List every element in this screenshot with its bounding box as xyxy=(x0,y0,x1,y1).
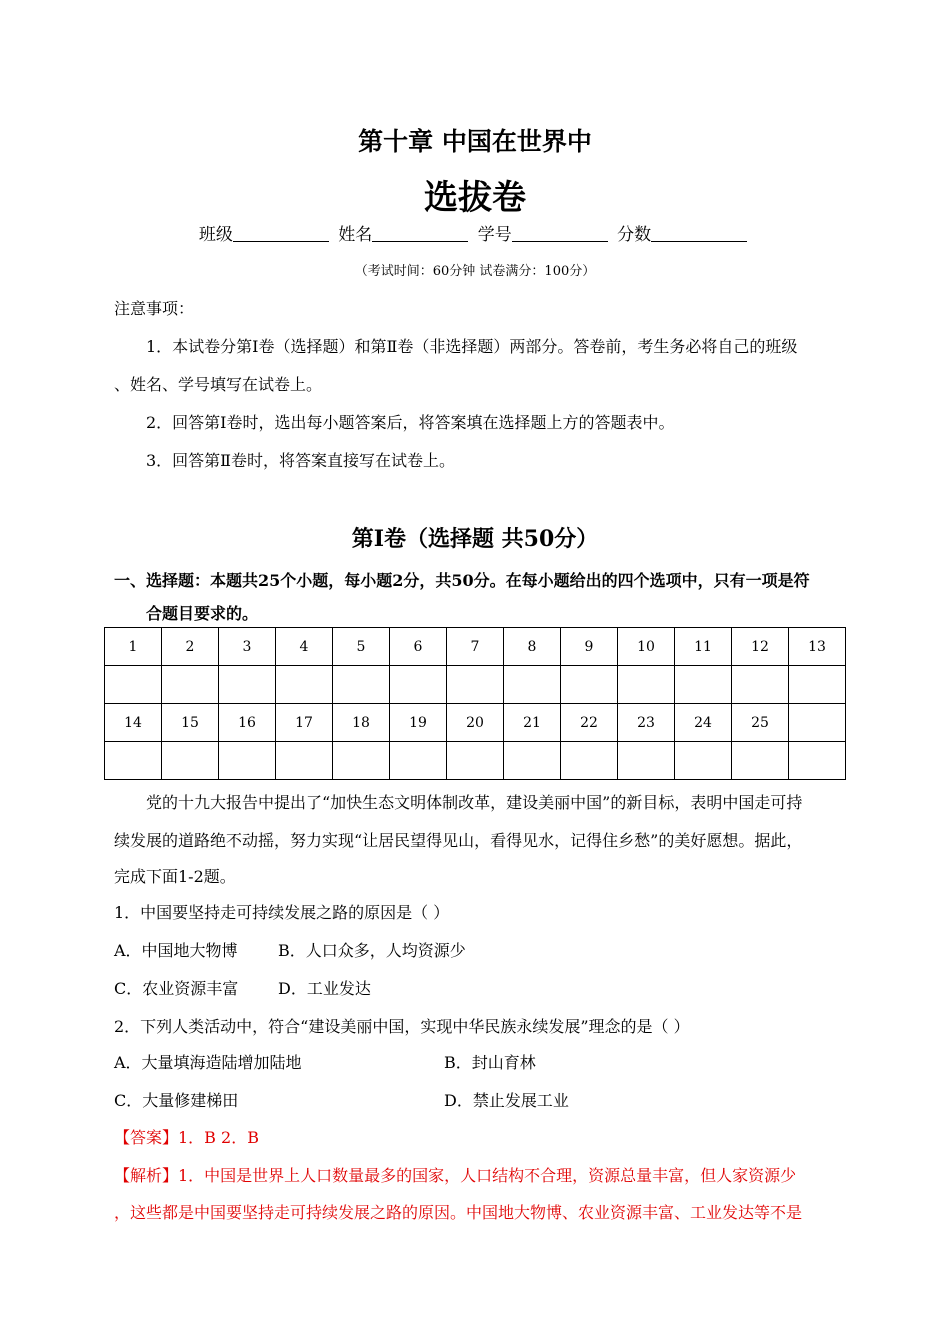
answer-cell[interactable] xyxy=(561,742,618,780)
answer-cell[interactable] xyxy=(732,742,789,780)
answer-cell[interactable] xyxy=(162,666,219,704)
question-number-cell xyxy=(789,704,846,742)
table-row xyxy=(105,666,846,704)
question-1-option-a[interactable]: A．中国地大物博 xyxy=(114,941,238,960)
question-number-cell: 8 xyxy=(504,628,561,666)
answer-cell[interactable] xyxy=(390,742,447,780)
score-label: 分数 xyxy=(617,225,652,245)
question-number-cell: 23 xyxy=(618,704,675,742)
question-number-cell: 25 xyxy=(732,704,789,742)
answer-cell[interactable] xyxy=(219,666,276,704)
question-number-cell: 9 xyxy=(561,628,618,666)
question-2-stem: 2．下列人类活动中，符合“建设美丽中国，实现中华民族永续发展”理念的是（ ） xyxy=(114,1017,690,1036)
table-row xyxy=(105,742,846,780)
answer-cell[interactable] xyxy=(789,742,846,780)
note-item-2: 2．回答第Ⅰ卷时，选出每小题答案后，将答案填在选择题上方的答题表中。 xyxy=(146,413,675,432)
answer-cell[interactable] xyxy=(675,666,732,704)
answer-cell[interactable] xyxy=(105,742,162,780)
question-number-cell: 16 xyxy=(219,704,276,742)
answer-cell[interactable] xyxy=(333,742,390,780)
question-2-option-b[interactable]: B．封山育林 xyxy=(444,1053,536,1072)
question-number-cell: 7 xyxy=(447,628,504,666)
student-info-line xyxy=(0,220,950,245)
note-item-3: 3．回答第Ⅱ卷时，将答案直接写在试卷上。 xyxy=(146,451,456,470)
answer-cell[interactable] xyxy=(276,742,333,780)
exam-time-note: （考试时间：60分钟 试卷满分：100分） xyxy=(354,264,596,279)
question-number-cell: 17 xyxy=(276,704,333,742)
question-number-cell: 19 xyxy=(390,704,447,742)
student-id-label: 学号 xyxy=(477,225,512,245)
table-row xyxy=(105,628,846,666)
question-number-cell: 13 xyxy=(789,628,846,666)
answer-cell[interactable] xyxy=(390,666,447,704)
answer-cell[interactable] xyxy=(447,742,504,780)
answer-cell[interactable] xyxy=(276,666,333,704)
answer-cell[interactable] xyxy=(333,666,390,704)
question-number-cell: 12 xyxy=(732,628,789,666)
answer-cell[interactable] xyxy=(561,666,618,704)
answer-cell[interactable] xyxy=(105,666,162,704)
answer-sheet-table xyxy=(104,627,846,780)
section-title: 第Ⅰ卷（选择题 共50分） xyxy=(351,526,599,552)
answer-cell[interactable] xyxy=(618,742,675,780)
passage-line-2: 续发展的道路绝不动摇，努力实现“让居民望得见山，看得见水，记得住乡愁”的美好愿想。据此， xyxy=(114,831,803,850)
analysis-line-2: ，这些都是中国要坚持走可持续发展之路的原因。中国地大物博、农业资源丰富、工业发达等不是 xyxy=(114,1203,803,1222)
note-item-1: 1．本试卷分第Ⅰ卷（选择题）和第Ⅱ卷（非选择题）两部分。答卷前，考生务必将自己的班级 xyxy=(146,337,798,356)
class-label: 班级 xyxy=(198,225,233,245)
name-label: 姓名 xyxy=(338,225,373,245)
question-number-cell: 21 xyxy=(504,704,561,742)
table-row xyxy=(105,704,846,742)
notes-heading: 注意事项： xyxy=(114,299,195,318)
answer-cell[interactable] xyxy=(504,666,561,704)
student-id-blank[interactable] xyxy=(512,225,608,242)
answer-key: 【答案】1．B 2．B xyxy=(114,1128,259,1147)
answer-cell[interactable] xyxy=(447,666,504,704)
question-number-cell: 24 xyxy=(675,704,732,742)
chapter-title: 第十章 中国在世界中 xyxy=(358,127,592,156)
passage-line-1: 党的十九大报告中提出了“加快生态文明体制改革，建设美丽中国”的新目标，表明中国走可持 xyxy=(146,793,803,812)
answer-cell[interactable] xyxy=(219,742,276,780)
question-2-option-a[interactable]: A．大量填海造陆增加陆地 xyxy=(114,1053,302,1072)
question-1-option-b[interactable]: B．人口众多，人均资源少 xyxy=(278,941,466,960)
question-2-option-d[interactable]: D．禁止发展工业 xyxy=(444,1091,569,1110)
question-number-cell: 11 xyxy=(675,628,732,666)
answer-cell[interactable] xyxy=(789,666,846,704)
section-instruction: 一、选择题：本题共25个小题，每小题2分，共50分。在每小题给出的四个选项中，只有一项是符 xyxy=(114,571,810,590)
class-blank[interactable] xyxy=(233,225,329,242)
answer-cell[interactable] xyxy=(675,742,732,780)
question-number-cell: 1 xyxy=(105,628,162,666)
paper-title: 选拔卷 xyxy=(424,178,526,218)
question-number-cell: 14 xyxy=(105,704,162,742)
question-number-cell: 18 xyxy=(333,704,390,742)
analysis-line-1: 【解析】1．中国是世界上人口数量最多的国家，人口结构不合理，资源总量丰富，但人家资源少 xyxy=(114,1166,797,1185)
note-item-1-cont: 、姓名、学号填写在试卷上。 xyxy=(114,375,323,394)
question-number-cell: 15 xyxy=(162,704,219,742)
question-1-option-c[interactable]: C．农业资源丰富 xyxy=(114,979,239,998)
answer-cell[interactable] xyxy=(162,742,219,780)
question-number-cell: 22 xyxy=(561,704,618,742)
question-number-cell: 5 xyxy=(333,628,390,666)
answer-cell[interactable] xyxy=(618,666,675,704)
question-1-stem: 1．中国要坚持走可持续发展之路的原因是（ ） xyxy=(114,903,450,922)
question-number-cell: 10 xyxy=(618,628,675,666)
question-number-cell: 2 xyxy=(162,628,219,666)
section-instruction-cont: 合题目要求的。 xyxy=(146,604,259,623)
passage-line-3: 完成下面1-2题。 xyxy=(114,867,236,886)
question-number-cell: 20 xyxy=(447,704,504,742)
name-blank[interactable] xyxy=(372,225,468,242)
question-number-cell: 6 xyxy=(390,628,447,666)
question-number-cell: 4 xyxy=(276,628,333,666)
answer-cell[interactable] xyxy=(732,666,789,704)
question-number-cell: 3 xyxy=(219,628,276,666)
question-2-option-c[interactable]: C．大量修建梯田 xyxy=(114,1091,239,1110)
answer-cell[interactable] xyxy=(504,742,561,780)
score-blank[interactable] xyxy=(651,225,747,242)
question-1-option-d[interactable]: D．工业发达 xyxy=(278,979,371,998)
